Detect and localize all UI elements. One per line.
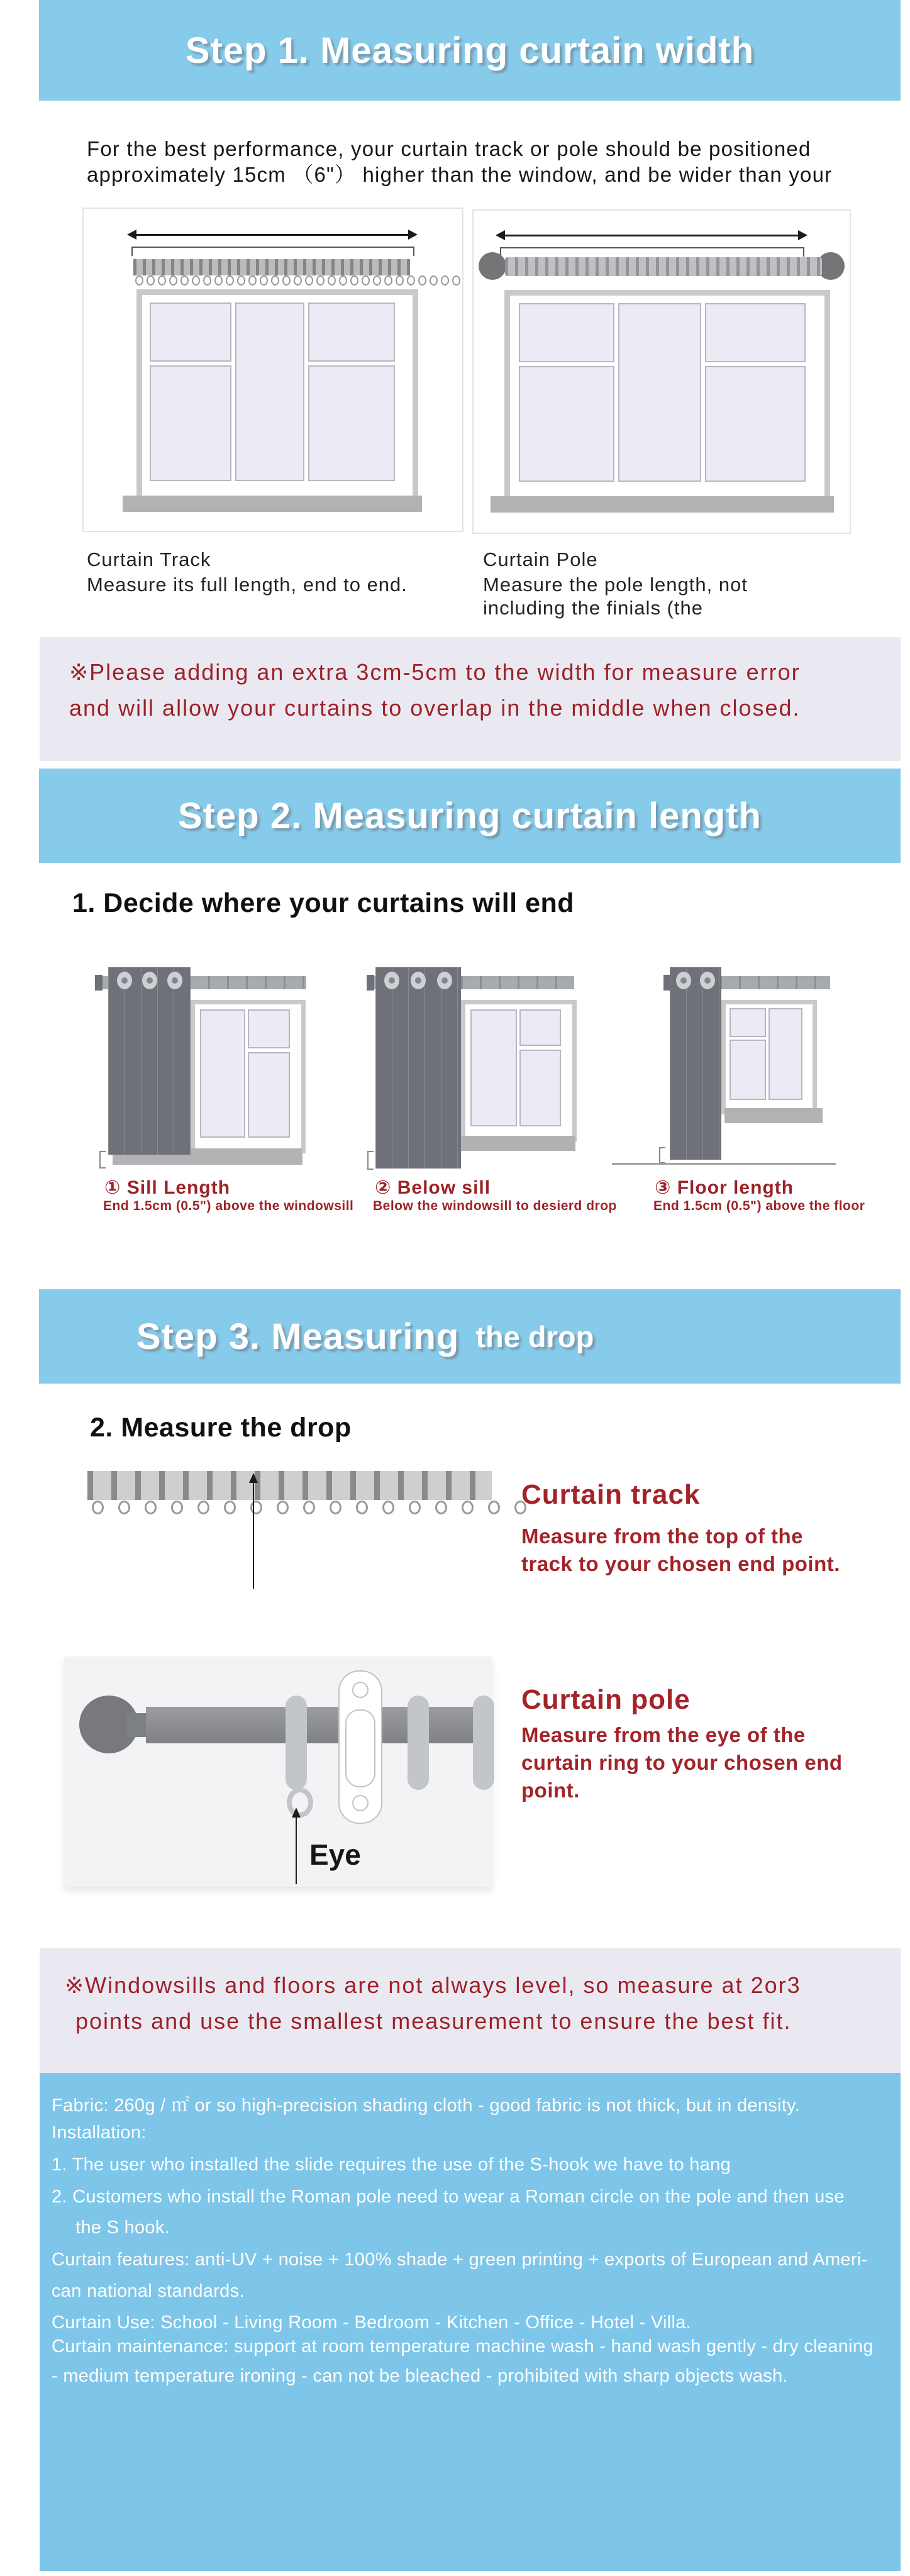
window-pane <box>730 1040 766 1100</box>
pole-neck <box>127 1713 147 1737</box>
step2-banner <box>39 769 901 863</box>
bracket-slot <box>345 1709 375 1787</box>
curtain-ring <box>286 1696 307 1790</box>
intro-line-2: approximately 15cm （6"） higher than the window, and be wider than your <box>87 163 833 186</box>
diagram1-subtitle: End 1.5cm (0.5") above the windowsill <box>103 1199 354 1213</box>
window-pane <box>705 366 806 482</box>
length-bracket-icon <box>99 1151 106 1169</box>
window-graphic <box>721 1000 817 1114</box>
step3-heading: 2. Measure the drop <box>90 1413 352 1443</box>
info-features: Curtain features: anti-UV + noise + 100% shade + green printing + exports of European and Ameri- <box>52 2250 868 2270</box>
info-installation: Installation: <box>52 2123 147 2143</box>
diagram1-title: ① Sill Length <box>104 1177 231 1198</box>
info-use: Curtain Use: School - Living Room - Bedroom - Kitchen - Office - Hotel - Villa. <box>52 2312 692 2333</box>
track-label-line-1: Measure from the top of the <box>521 1524 804 1548</box>
curtain-pole-illustration <box>64 1657 492 1887</box>
curtain-track-graphic <box>87 1471 492 1500</box>
window-pane <box>730 1008 766 1037</box>
track-caption-line: Measure its full length, end to end. <box>87 574 408 596</box>
step1-intro <box>87 136 832 187</box>
window-graphic <box>136 289 418 504</box>
width-arrow-icon <box>504 235 799 236</box>
measure-bracket-icon <box>500 247 804 257</box>
product-info-panel <box>40 2073 901 2571</box>
grommet-icon <box>142 972 157 989</box>
step3-banner-subtitle: the drop <box>475 1319 594 1353</box>
diagram2-subtitle: Below the windowsill to desierd drop <box>373 1199 617 1213</box>
window-pane <box>769 1008 802 1100</box>
track-caption-title: Curtain Track <box>87 548 211 570</box>
curtain-panel <box>108 967 191 1155</box>
grommet-icon <box>117 972 132 989</box>
info-install-2b: the S hook. <box>75 2218 170 2238</box>
diagram3-subtitle: End 1.5cm (0.5") above the floor <box>653 1199 865 1213</box>
width-arrow-icon <box>135 234 409 236</box>
pole-finial-left <box>479 252 506 280</box>
curtain-panel <box>375 967 461 1169</box>
info-maintenance: Curtain maintenance: support at room temperature machine wash - hand wash gently - dry cleaning <box>52 2336 874 2357</box>
step2-banner-title: Step 2. Measuring curtain length <box>178 795 762 836</box>
window-pane <box>519 303 614 362</box>
track-label-line-2: track to your chosen end point. <box>521 1552 840 1575</box>
length-bracket-icon <box>367 1151 374 1170</box>
step1-banner-title: Step 1. Measuring curtain width <box>185 30 755 71</box>
pole-caption-line-1: Measure the pole length, not <box>483 574 748 596</box>
window-pane <box>308 365 395 481</box>
diagram2-title: ② Below sill <box>375 1177 491 1198</box>
bracket-screw-hole <box>352 1795 369 1811</box>
grommet-icon <box>437 972 452 989</box>
curtain-ring <box>408 1696 429 1790</box>
floor-line <box>612 1163 836 1165</box>
window-pane <box>235 303 304 481</box>
window-sill <box>491 496 834 513</box>
level-note-line-1: ※Windowsills and floors are not always level, so measure at 2or3 <box>65 1972 801 1998</box>
drop-arrow-icon <box>253 1482 254 1589</box>
step1-banner <box>39 0 901 101</box>
window-pane <box>519 1050 561 1126</box>
level-note <box>40 1948 901 2073</box>
grommet-icon <box>676 972 691 989</box>
curtain-ring <box>473 1696 494 1790</box>
grommet-icon <box>384 972 399 989</box>
pole-bar <box>146 1707 492 1743</box>
pole-caption-line-2: including the finials (the <box>483 597 703 619</box>
pole-label-line-2: curtain ring to your chosen end <box>521 1751 843 1774</box>
step3-banner <box>39 1289 901 1384</box>
step3-banner-title: Step 3. Measuring <box>136 1316 460 1357</box>
grommet-icon <box>167 972 182 989</box>
window-pane <box>618 303 701 482</box>
pole-label-title: Curtain pole <box>521 1684 691 1715</box>
grommet-icon <box>411 972 426 989</box>
window-pane <box>705 303 806 362</box>
intro-line-1: For the best performance, your curtain track or pole should be positioned <box>87 137 811 160</box>
window-pane <box>150 365 231 481</box>
length-bracket-icon <box>659 1147 665 1163</box>
pole-bracket <box>338 1670 382 1824</box>
window-pane <box>519 1009 561 1046</box>
curtain-panel <box>670 967 721 1160</box>
info-fabric: Fabric: 260g / ㎡ or so high-precision shading cloth - good fabric is not thick, but in density. <box>52 2096 801 2116</box>
step2-heading: 1. Decide where your curtains will end <box>72 888 575 918</box>
window-pane <box>470 1009 517 1126</box>
width-note <box>40 637 901 761</box>
window-sill <box>724 1108 823 1123</box>
window-pane <box>200 1009 245 1138</box>
window-graphic <box>191 1000 306 1153</box>
measure-bracket-icon <box>131 247 414 256</box>
pole-label-line-1: Measure from the eye of the <box>521 1723 806 1746</box>
curtain-track-graphic <box>133 259 410 275</box>
diagram3-title: ③ Floor length <box>655 1177 794 1198</box>
window-graphic <box>461 1000 577 1142</box>
window-graphic <box>504 290 830 505</box>
grommet-icon <box>700 972 715 989</box>
track-label-title: Curtain track <box>521 1479 701 1510</box>
pole-caption-title: Curtain Pole <box>483 548 598 570</box>
info-maintenance-2: - medium temperature ironing - can not be bleached - prohibited with sharp objects wash. <box>52 2366 788 2386</box>
pole-label-line-3: point. <box>521 1779 580 1802</box>
track-hooks <box>92 1501 526 1514</box>
width-note-line-1: ※Please adding an extra 3cm-5cm to the width for measure error <box>69 659 801 685</box>
window-sill <box>452 1136 575 1151</box>
window-pane <box>248 1009 290 1048</box>
eye-label: Eye <box>309 1838 361 1871</box>
curtain-pole-graphic <box>505 257 822 276</box>
eye-arrow-icon <box>296 1816 297 1884</box>
curtain-track-diagram <box>82 208 463 532</box>
window-pane <box>150 303 231 362</box>
window-pane <box>519 366 614 482</box>
track-hooks <box>135 275 460 286</box>
info-features-2: can national standards. <box>52 2281 245 2301</box>
level-note-line-2: points and use the smallest measurement to ensure the best fit. <box>75 2008 792 2034</box>
window-sill <box>123 496 422 512</box>
info-install-2: 2. Customers who install the Roman pole need to wear a Roman circle on the pole and then use <box>52 2187 845 2207</box>
window-pane <box>308 303 395 362</box>
bracket-screw-hole <box>352 1682 369 1698</box>
window-pane <box>248 1052 290 1138</box>
info-install-1: 1. The user who installed the slide requires the use of the S-hook we have to hang <box>52 2155 731 2175</box>
curtain-pole-diagram <box>472 209 851 534</box>
width-note-line-2: and will allow your curtains to overlap in the middle when closed. <box>69 695 801 721</box>
